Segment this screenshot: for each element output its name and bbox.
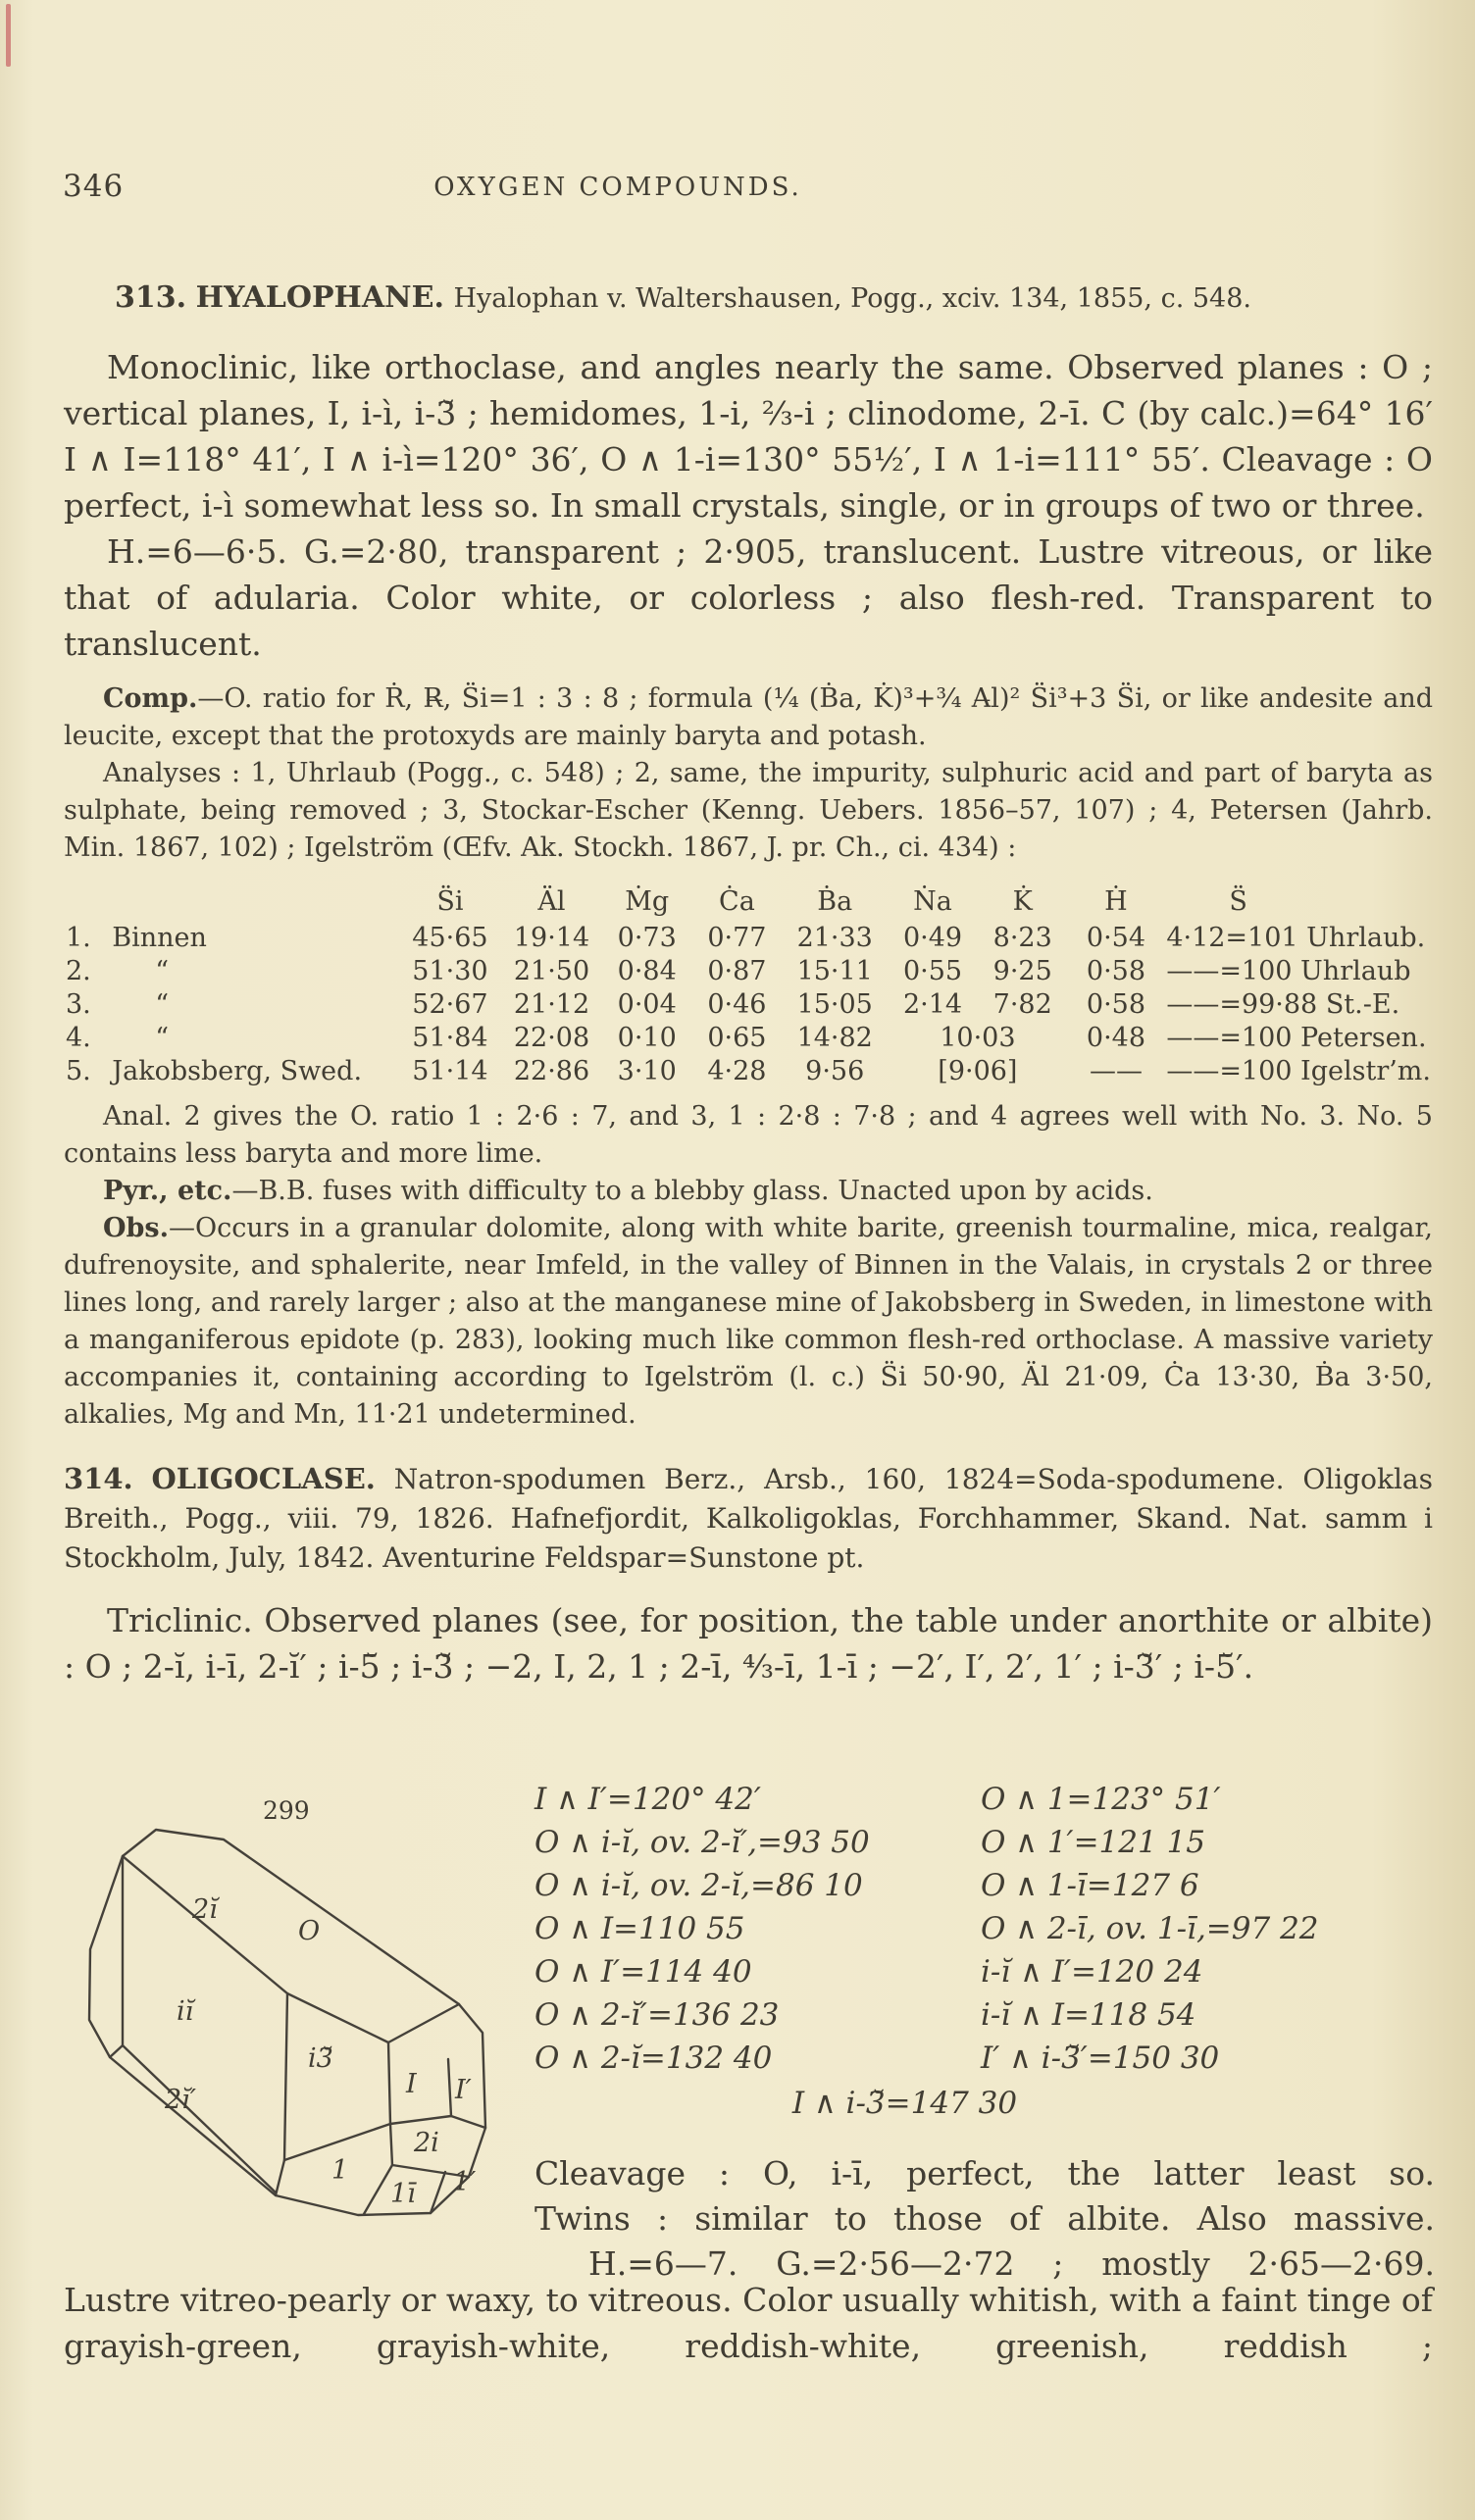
row-locality-ditto: “: [155, 1023, 170, 1053]
analyses-table-header-row: [64, 882, 1433, 922]
col-header-na: Ṅa: [913, 886, 952, 917]
face-label-1-prime: 1′: [453, 2167, 477, 2197]
value-total: ——=100 Igelstr’m.: [1166, 1056, 1431, 1086]
analyses-table: [64, 882, 1433, 1088]
value-si: 51·84: [412, 1023, 488, 1053]
value-ca: 4·28: [707, 1056, 767, 1086]
analysis-row-3: [64, 988, 1433, 1022]
col-header-h: Ḣ: [1104, 886, 1128, 917]
face-label-I-prime: I′: [455, 2075, 472, 2105]
value-h: 0·54: [1086, 923, 1146, 953]
value-ba: 15·05: [796, 989, 873, 1020]
value-mg: 0·10: [617, 1023, 677, 1053]
angle-row: [534, 1778, 1432, 1821]
value-h: 0·58: [1086, 956, 1146, 986]
col-header-mg: Ṁg: [625, 886, 670, 917]
angle-right: i-ĭ ∧ I=118 54: [981, 1997, 1196, 2033]
value-mg: 0·84: [617, 956, 677, 986]
value-si: 51·14: [412, 1056, 488, 1086]
value-na-k-combined: 10·03: [940, 1023, 1016, 1053]
value-ba: 14·82: [796, 1023, 873, 1053]
angle-right: O ∧ 1-ī=127 6: [981, 1868, 1199, 1903]
value-al: 22·08: [513, 1023, 590, 1053]
value-na: 0·55: [902, 956, 963, 986]
analysis-row-4: [64, 1022, 1433, 1055]
value-al: 21·50: [513, 956, 590, 986]
face-label-O: O: [298, 1916, 321, 1946]
value-k: 8·23: [992, 923, 1052, 953]
angle-right: O ∧ 1′=121 15: [981, 1825, 1206, 1860]
value-mg: 0·73: [617, 923, 677, 953]
value-ba: 15·11: [796, 956, 873, 986]
row-locality: Binnen: [112, 923, 207, 953]
face-label-2i: 2i: [414, 2128, 439, 2158]
value-total: ——=100 Petersen.: [1166, 1023, 1427, 1053]
face-label-i3: i3̆: [308, 2043, 333, 2074]
analysis-row-1: [64, 922, 1433, 955]
face-label-I: I: [406, 2069, 417, 2099]
row-number: 3.: [66, 989, 91, 1020]
heading-314: [64, 1459, 1433, 1578]
value-si: 45·65: [412, 923, 488, 953]
section-314-number: 314.: [64, 1462, 133, 1495]
value-al: 21·12: [513, 989, 590, 1020]
obs-label: Obs.: [103, 1213, 169, 1243]
row-locality-ditto: “: [155, 989, 170, 1020]
hardness-line: H.=6—7. G.=2·56—2·72 ; mostly 2·65—2·69.: [588, 2244, 1435, 2283]
col-header-s: S̈: [1229, 886, 1247, 917]
col-header-al: Äl: [537, 886, 566, 917]
value-total: 4·12=101 Uhrlaub.: [1166, 923, 1426, 953]
obs-text: —Occurs in a granular dolomite, along with white barite, greenish tourmaline, mica, realgar, dufrenoysite, and sphalerite, near Imfeld, in the valley of Binnen in the Valais, in crystals 2 or three lines long, and rarely larger ; also at the manganese mine of Jakobsberg in Sweden, in limestone with a manganiferous epidote (p. 283), looking much like common flesh-red orthoclase. A massive variety accompanies it, containing according to Igelström (l. c.) S̈i 50·90, Äl 21·09, Ċa 13·30, Ḃa 3·50, alkalies, Mg and Mn, 11·21 undetermined.: [64, 1213, 1433, 1430]
section-313-number: 313.: [115, 280, 187, 315]
paragraph-pyr: [64, 1173, 1433, 1210]
comp-text: —O. ratio for Ṙ, R̶, S̈i=1 : 3 : 8 ; formula (¼ (Ḃa, K̇)³+¾ A̶l)² S̈i³+3 S̈i, or like andesite and leucite, except that the protoxyds are mainly baryta and potash.: [64, 683, 1433, 751]
angle-row: [534, 1950, 1432, 1993]
value-ca: 0·77: [707, 923, 767, 953]
face-label-2i-top: 2ĭ: [192, 1894, 218, 1925]
pyr-label: Pyr., etc.: [103, 1176, 232, 1206]
face-label-1-bar: 1ī: [390, 2179, 416, 2209]
paragraph-crystallography-313: Monoclinic, like orthoclase, and angles nearly the same. Observed planes : O ; vertical planes, I, i-ì, i-3̆ ; hemidomes, 1-i, ⅔-i ; clinodome, 2-ī. C (by calc.)=64° 16′ I ∧ I=118° 41′, I ∧ i-ì=120° 36′, O ∧ 1-i=130° 55½′, I ∧ 1-i=111° 55′. Cleavage : O perfect, i-ì somewhat less so. In small crystals, single, or in groups of two or three.: [64, 348, 1433, 525]
value-k: 7·82: [992, 989, 1052, 1020]
page-number: 346: [63, 169, 125, 204]
scan-edge-artifact: [6, 4, 11, 67]
row-locality: Jakobsberg, Swed.: [112, 1056, 363, 1086]
angle-row: [534, 2037, 1432, 2080]
value-na: 2·14: [902, 989, 963, 1020]
value-mg: 3·10: [617, 1056, 677, 1086]
value-h: 0·48: [1086, 1023, 1146, 1053]
angle-left: O ∧ 2-ĭ=132 40: [534, 2041, 773, 2076]
angle-left: O ∧ i-ĭ, ov. 2-ĭ′,=93 50: [534, 1825, 870, 1860]
heading-313-reference: Hyalophan v. Waltershausen, Pogg., xciv. 134, 1855, c. 548.: [453, 283, 1251, 314]
value-ca: 0·87: [707, 956, 767, 986]
angle-right: i-ĭ ∧ I′=120 24: [981, 1954, 1203, 1990]
angle-left: I ∧ I′=120° 42′: [534, 1782, 761, 1817]
angle-left: O ∧ 2-ĭ′=136 23: [534, 1997, 780, 2033]
row-number: 4.: [66, 1023, 91, 1053]
value-h: ——: [1089, 1056, 1143, 1086]
value-al: 22·86: [513, 1056, 590, 1086]
col-header-ca: Ċa: [719, 886, 755, 917]
row-number: 1.: [66, 923, 91, 953]
crystal-drawing-icon: [67, 1800, 508, 2261]
paragraph-crystallography-314: Triclinic. Observed planes (see, for position, the table under anorthite or albite) : O ; 2-ĭ, i-ī, 2-ĭ′ ; i-5̆ ; i-3̆ ; −2, I, 2, 1 ; 2-ī, ⁴⁄₃-ī, 1-ī ; −2′, I′, 2′, 1′ ; i-3̆′ ; i-5̆′.: [64, 1601, 1433, 1686]
running-head: OXYGEN COMPOUNDS.: [433, 173, 802, 202]
col-header-k: K̇: [1012, 886, 1033, 917]
paragraph-lustre: Lustre vitreo-pearly or waxy, to vitreous. Color usually whitish, with a faint tinge of grayish-green, grayish-white, reddish-white, greenish, reddish ;: [64, 2281, 1433, 2365]
section-313: [64, 278, 1433, 1689]
face-label-2i-bottom: 2ĭ′: [165, 2085, 196, 2115]
value-ca: 0·46: [707, 989, 767, 1020]
row-number: 5.: [66, 1056, 91, 1086]
paragraph-analyses-intro: Analyses : 1, Uhrlaub (Pogg., c. 548) ; 2, same, the impurity, sulphuric acid and part of baryta as sulphate, being removed ; 3, Stockar-Escher (Kenng. Uebers. 1856–57, 107) ; 4, Petersen (Jahrb. Min. 1867, 102) ; Igelström (Œfv. Ak. Stockh. 1867, J. pr. Ch., ci. 434) :: [64, 758, 1433, 863]
value-si: 51·30: [412, 956, 488, 986]
heading-313: [64, 278, 1433, 319]
cleavage-line: Cleavage : O, i-ī, perfect, the latter least so.: [534, 2154, 1435, 2192]
value-na: 0·49: [902, 923, 963, 953]
paragraph-composition: [64, 680, 1433, 755]
value-total: ——=100 Uhrlaub: [1166, 956, 1411, 986]
angle-center-line: I ∧ i-3̆=147 30: [791, 2086, 1018, 2121]
angle-row: [534, 1864, 1432, 1907]
value-h: 0·58: [1086, 989, 1146, 1020]
value-ca: 0·65: [707, 1023, 767, 1053]
value-si: 52·67: [412, 989, 488, 1020]
row-locality-ditto: “: [155, 956, 170, 986]
paragraph-obs: [64, 1210, 1433, 1434]
cleavage-block: [534, 2151, 1435, 2287]
pyr-text: —B.B. fuses with difficulty to a blebby glass. Unacted upon by acids.: [231, 1176, 1153, 1206]
angle-right: O ∧ 1=123° 51′: [981, 1782, 1221, 1817]
value-na-k-combined: [9·06]: [938, 1056, 1018, 1086]
value-total: ——=99·88 St.-E.: [1166, 989, 1400, 1020]
figure-number: 299: [263, 1796, 310, 1825]
angle-right: I′ ∧ i-3̆′=150 30: [981, 2041, 1220, 2076]
paragraph-physical-313: H.=6—6·5. G.=2·80, transparent ; 2·905, translucent. Lustre vitreous, or like that of adularia. Color white, or colorless ; also flesh-red. Transparent to translucent.: [64, 532, 1433, 663]
analysis-row-2: [64, 955, 1433, 988]
value-mg: 0·04: [617, 989, 677, 1020]
angle-row: [534, 1907, 1432, 1950]
heading-314-reference: Natron-spodumen Berz., Arsb., 160, 1824=Soda-spodumene. Oligoklas Breith., Pogg., viii. 79, 1826. Hafnefjordit, Kalkoligoklas, Forchhammer, Skand. Nat. samm i Stockholm, July, 1842. Aventurine Feldspar=Sunstone pt.: [64, 1463, 1433, 1574]
col-header-ba: Ḃa: [817, 886, 853, 917]
face-label-ii: iĭ: [177, 1996, 194, 2027]
row-number: 2.: [66, 956, 91, 986]
header-blank-loc: [110, 882, 398, 922]
value-ba: 9·56: [805, 1056, 865, 1086]
header-blank-num: [64, 882, 110, 922]
mineral-name-oligoclase: OLIGOCLASE.: [151, 1462, 376, 1495]
col-header-si: S̈i: [436, 886, 464, 917]
angle-left: O ∧ I′=114 40: [534, 1954, 752, 1990]
analysis-row-5: [64, 1055, 1433, 1088]
angle-left: O ∧ i-ĭ, ov. 2-ĭ,=86 10: [534, 1868, 863, 1903]
value-ba: 21·33: [796, 923, 873, 953]
twins-line: Twins : similar to those of albite. Also massive.: [534, 2199, 1435, 2238]
angle-right: O ∧ 2-ī, ov. 1-ī,=97 22: [981, 1911, 1319, 1946]
mineral-name-hyalophane: HYALOPHANE.: [195, 280, 444, 315]
value-al: 19·14: [513, 923, 590, 953]
angle-measurements: [534, 1778, 1432, 2125]
value-k: 9·25: [992, 956, 1052, 986]
crystal-figure: [67, 1796, 508, 2261]
face-label-1: 1: [331, 2155, 349, 2186]
angle-row: [534, 1821, 1432, 1864]
angle-left: O ∧ I=110 55: [534, 1911, 745, 1946]
comp-label: Comp.: [103, 683, 198, 714]
paragraph-anal-note: Anal. 2 gives the O. ratio 1 : 2·6 : 7, and 3, 1 : 2·8 : 7·8 ; and 4 agrees well with No. 3. No. 5 contains less baryta and more lime.: [64, 1101, 1433, 1169]
angle-row: [534, 1993, 1432, 2037]
